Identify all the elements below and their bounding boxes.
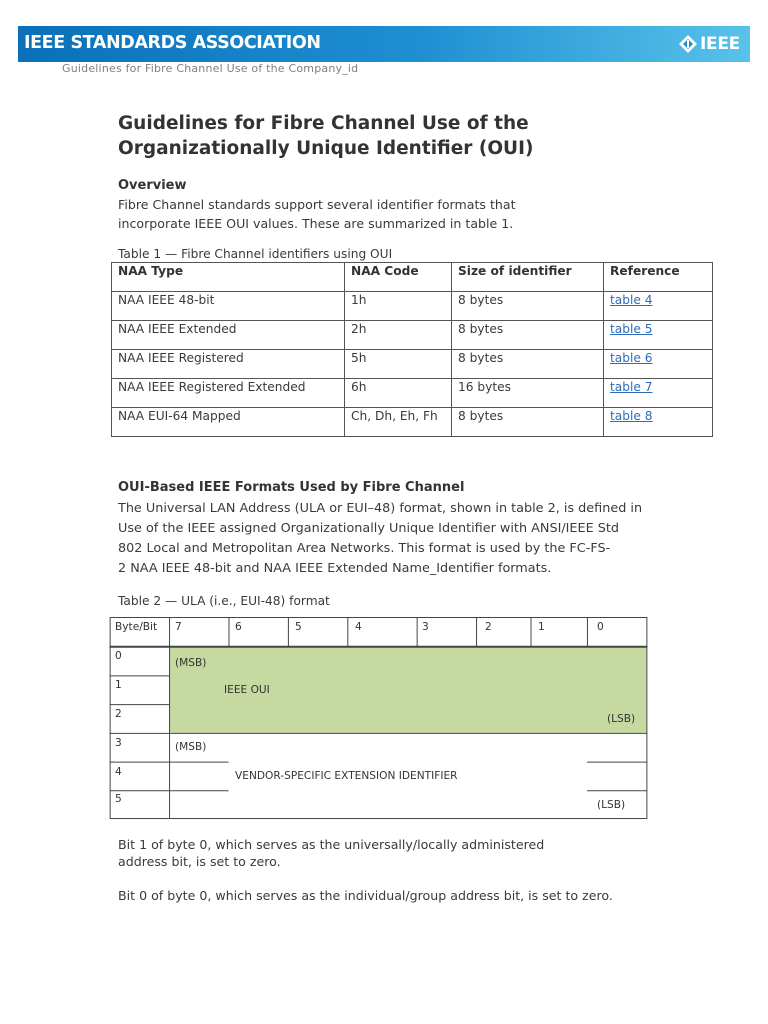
- title-line-2: Organizationally Unique Identifier (OUI): [118, 138, 534, 159]
- vsei-lsb-label: (LSB): [597, 799, 626, 811]
- overview-heading: Overview: [118, 178, 187, 193]
- table2-header-bit-1: 1: [538, 621, 545, 633]
- byte-label-0: 0: [115, 650, 122, 662]
- overview-line-1: Fibre Channel standards support several identifier formats that: [118, 197, 516, 212]
- size-cell: 8 bytes: [452, 292, 604, 321]
- naa-code-cell: 2h: [345, 321, 452, 350]
- table2-caption: Table 2 — ULA (i.e., EUI-48) format: [118, 594, 330, 608]
- naa-type-cell: NAA IEEE Registered: [112, 350, 345, 379]
- table1-header-row: [112, 263, 713, 292]
- note1-line-1: Bit 1 of byte 0, which serves as the universally/locally administered: [118, 837, 545, 852]
- banner-title: IEEE STANDARDS ASSOCIATION: [24, 33, 321, 53]
- table2-header-byte-bit: Byte/Bit: [115, 621, 158, 633]
- naa-code-cell: Ch, Dh, Eh, Fh: [345, 408, 452, 437]
- table1-header-naa-type: NAA Type: [112, 263, 345, 292]
- table1-caption: Table 1 — Fibre Channel identifiers using OUI: [118, 247, 393, 261]
- note-bit1-paragraph: [118, 836, 544, 870]
- page-title: [118, 111, 678, 161]
- oui-lsb-label: (LSB): [607, 713, 636, 725]
- ieee-logo-text: IEEE: [700, 34, 740, 54]
- reference-cell: [604, 292, 713, 321]
- formats-line-3: 802 Local and Metropolitan Area Networks. This format is used by the FC-FS-: [118, 541, 611, 556]
- formats-heading: OUI-Based IEEE Formats Used by Fibre Channel: [118, 480, 465, 495]
- reference-link[interactable]: table 4: [610, 293, 653, 307]
- vsei-msb-label: (MSB): [175, 741, 207, 753]
- reference-cell: [604, 350, 713, 379]
- reference-cell: [604, 379, 713, 408]
- ieee-logo: [678, 33, 740, 55]
- table-row: [112, 292, 713, 321]
- reference-cell: [604, 408, 713, 437]
- naa-type-cell: NAA IEEE 48-bit: [112, 292, 345, 321]
- naa-code-cell: 6h: [345, 379, 452, 408]
- reference-link[interactable]: table 5: [610, 322, 653, 336]
- reference-link[interactable]: table 6: [610, 351, 653, 365]
- reference-link[interactable]: table 8: [610, 409, 653, 423]
- size-cell: 8 bytes: [452, 321, 604, 350]
- table2-grid: [108, 617, 651, 821]
- table-row: [112, 350, 713, 379]
- naa-type-cell: NAA IEEE Registered Extended: [112, 379, 345, 408]
- formats-line-1: The Universal LAN Address (ULA or EUI–48) format, shown in table 2, is defined in: [118, 501, 643, 516]
- vsei-field-label: VENDOR-SPECIFIC EXTENSION IDENTIFIER: [235, 770, 458, 782]
- formats-line-4: 2 NAA IEEE 48-bit and NAA IEEE Extended Name_Identifier formats.: [118, 561, 552, 576]
- byte-label-2: 2: [115, 708, 122, 720]
- table-1: [111, 262, 713, 437]
- table2-header-bit-0: 0: [597, 621, 604, 633]
- byte-label-4: 4: [115, 766, 122, 778]
- naa-type-cell: NAA IEEE Extended: [112, 321, 345, 350]
- reference-link[interactable]: table 7: [610, 380, 653, 394]
- byte-label-3: 3: [115, 737, 122, 749]
- table1-header-naa-code: NAA Code: [345, 263, 452, 292]
- document-subtitle: Guidelines for Fibre Channel Use of the Company_id: [62, 62, 359, 75]
- byte-label-5: 5: [115, 793, 122, 805]
- title-line-1: Guidelines for Fibre Channel Use of the: [118, 113, 529, 134]
- oui-msb-label: (MSB): [175, 657, 207, 669]
- naa-code-cell: 5h: [345, 350, 452, 379]
- table-row: [112, 408, 713, 437]
- table1-header-size: Size of identifier: [452, 263, 604, 292]
- overview-paragraph: [118, 195, 516, 233]
- note-bit0-paragraph: Bit 0 of byte 0, which serves as the individual/group address bit, is set to zero.: [118, 888, 613, 903]
- reference-cell: [604, 321, 713, 350]
- size-cell: 8 bytes: [452, 350, 604, 379]
- size-cell: 16 bytes: [452, 379, 604, 408]
- naa-code-cell: 1h: [345, 292, 452, 321]
- oui-field-label: IEEE OUI: [224, 684, 270, 696]
- byte-label-1: 1: [115, 679, 122, 691]
- table2-header-bit-4: 4: [355, 621, 362, 633]
- table2-header-bit-2: 2: [485, 621, 492, 633]
- note1-line-2: address bit, is set to zero.: [118, 854, 281, 869]
- size-cell: 8 bytes: [452, 408, 604, 437]
- table2-header-bit-3: 3: [422, 621, 429, 633]
- naa-type-cell: NAA EUI-64 Mapped: [112, 408, 345, 437]
- table-row: [112, 321, 713, 350]
- table2-header-bit-5: 5: [295, 621, 302, 633]
- ieee-diamond-icon: [678, 34, 698, 54]
- overview-line-2: incorporate IEEE OUI values. These are summarized in table 1.: [118, 216, 514, 231]
- header-banner: [18, 26, 750, 62]
- table2-header-bit-6: 6: [235, 621, 242, 633]
- formats-paragraph: [118, 499, 642, 579]
- table-row: [112, 379, 713, 408]
- table2-header-bit-7: 7: [175, 621, 182, 633]
- table1-header-reference: Reference: [604, 263, 713, 292]
- formats-line-2: Use of the IEEE assigned Organizationally Unique Identifier with ANSI/IEEE Std: [118, 521, 620, 536]
